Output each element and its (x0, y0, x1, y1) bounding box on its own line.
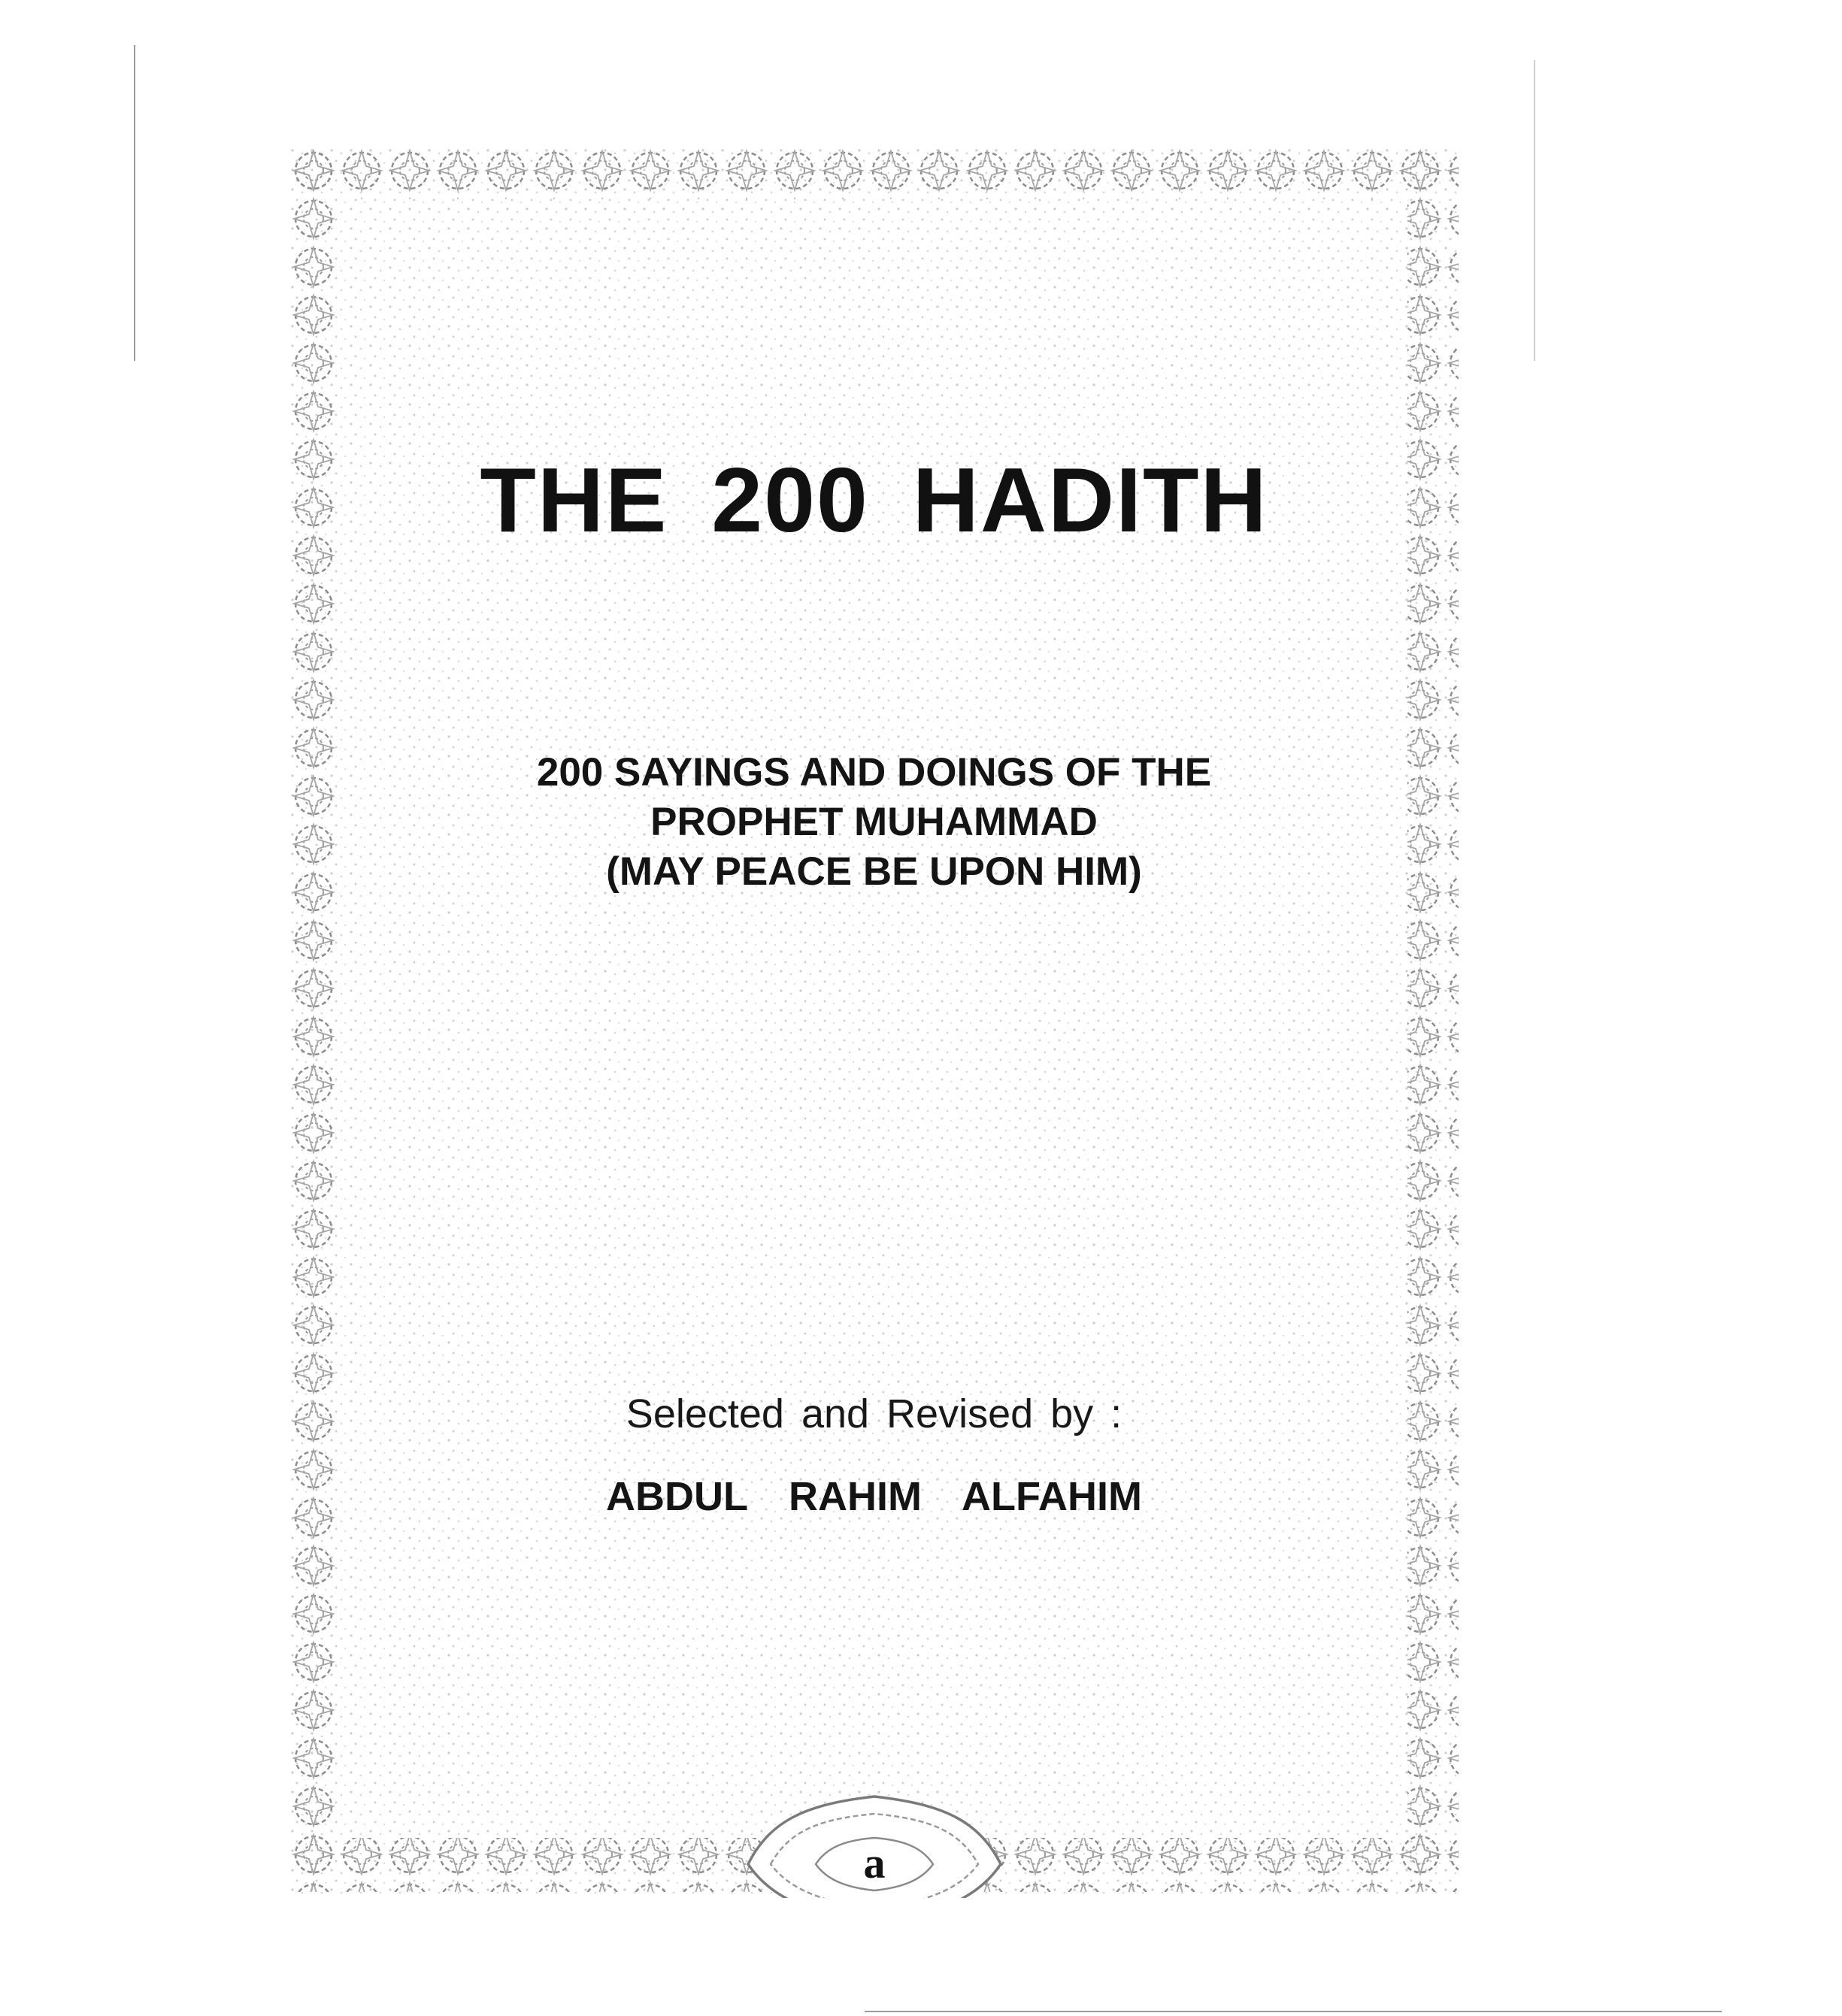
book-subtitle (289, 748, 1459, 897)
subtitle-line: (MAY PEACE BE UPON HIM) (606, 849, 1142, 894)
scan-edge-line-bottom (865, 2011, 1722, 2012)
subtitle-line: 200 SAYINGS AND DOINGS OF THE (536, 750, 1212, 795)
page-number: a (863, 1839, 886, 1887)
scan-edge-line-left (134, 45, 135, 361)
subtitle-line: PROPHET MUHAMMAD (650, 800, 1098, 844)
author-name: ABDUL RAHIM ALFAHIM (606, 1474, 1142, 1519)
book-cover (289, 147, 1459, 1898)
credit-label: Selected and Revised by : (626, 1391, 1122, 1436)
book-title: THE 200 HADITH (480, 449, 1268, 551)
scan-edge-line-right (1534, 60, 1535, 361)
ornamental-border (289, 147, 1459, 1898)
